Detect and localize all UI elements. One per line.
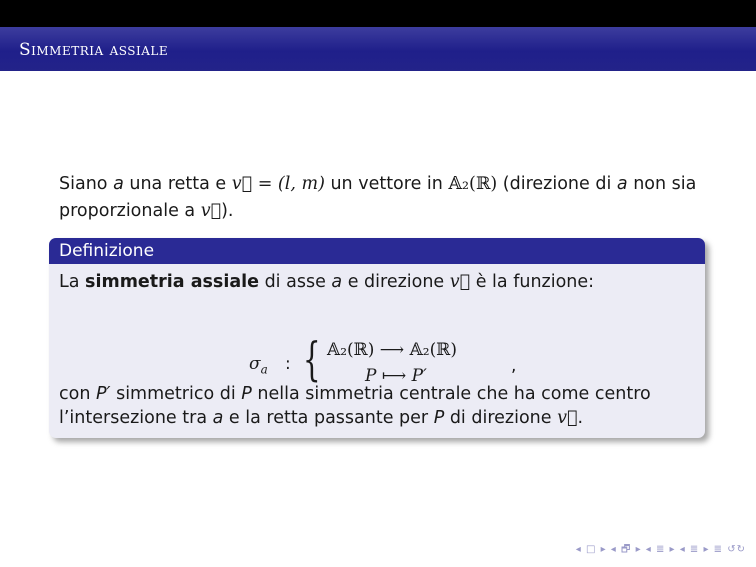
top-black-bar xyxy=(0,0,756,27)
definition-title: Definizione xyxy=(49,238,705,264)
map-element-row: P ⟼ P′ xyxy=(365,366,427,386)
intro-text-4: (direzione di xyxy=(497,174,617,194)
intro-vector-2: v⃗ xyxy=(200,201,222,221)
frame-title: Simmetria assiale xyxy=(19,40,169,60)
intro-vector: v⃗ = (l, m) xyxy=(231,174,325,194)
tail-a: a xyxy=(212,408,224,428)
intro-a: a xyxy=(113,174,124,194)
tail-p-prime: P′ xyxy=(95,384,111,404)
def-text-4: è la funzione: xyxy=(470,272,595,292)
intro-text-2: una retta e xyxy=(123,174,232,194)
tail-text-6: . xyxy=(577,408,584,428)
intro-text-3: un vettore in xyxy=(324,174,449,194)
def-text-1: La xyxy=(59,272,86,292)
intro-paragraph xyxy=(59,171,709,225)
def-text-2: di asse xyxy=(259,272,332,292)
tail-p-2: P xyxy=(433,408,445,428)
tail-text-3: nella simmetria centrale che ha come centro l’intersezione tra xyxy=(59,384,651,428)
tail-text-2: simmetrico di xyxy=(110,384,242,404)
sigma-subscript: a xyxy=(260,362,268,377)
map-domain-row: 𝔸₂(ℝ) ⟶ 𝔸₂(ℝ) xyxy=(327,340,457,360)
sigma-letter: σ xyxy=(249,354,261,374)
tail-text-1: con xyxy=(59,384,96,404)
tail-text-5: di direzione xyxy=(444,408,558,428)
definition-line xyxy=(59,272,594,292)
beamer-navigation-icons[interactable]: ◂ □ ▸ ◂ 🗗 ▸ ◂ ≣ ▸ ◂ ≣ ▸ ≣ ↺↻ xyxy=(575,544,746,555)
definition-tail xyxy=(59,382,699,430)
definition-block xyxy=(49,238,705,438)
map-colon: : xyxy=(285,354,291,374)
def-term: simmetria assiale xyxy=(85,272,260,292)
tail-vector: v⃗ xyxy=(557,408,578,428)
intro-space: 𝔸₂(ℝ) xyxy=(448,174,498,194)
intro-text-6: ). xyxy=(221,201,234,221)
map-comma: , xyxy=(511,356,517,376)
intro-text-1: Siano xyxy=(59,174,114,194)
intro-text-5: non sia proporzionale a xyxy=(59,174,697,221)
tail-text-4: e la retta passante per xyxy=(223,408,434,428)
def-a: a xyxy=(331,272,343,292)
def-vector: v⃗ xyxy=(449,272,471,292)
def-text-3: e direzione xyxy=(342,272,450,292)
intro-a-2: a xyxy=(616,174,628,194)
tail-p: P xyxy=(241,384,252,404)
definition-body xyxy=(49,264,705,438)
sigma-symbol xyxy=(249,354,268,376)
left-brace: { xyxy=(303,332,321,386)
